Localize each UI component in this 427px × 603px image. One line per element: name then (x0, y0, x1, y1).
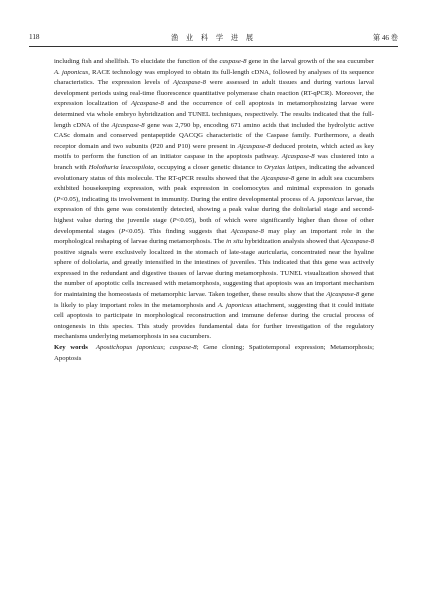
italic-term: Oryzias latipes (264, 163, 306, 171)
volume-label: 第 46 卷 (372, 34, 398, 42)
keyword-text: Apoptosis (54, 354, 82, 362)
abstract-text: attachment, suggesting that it could initiate cell apoptosis to participate in morphological reconstruction and immune defense during the crucial process of ontogenesis in this species. This study provides fundamental data for further investigation of the regulatory mechanisms underlying metamorphosis in sea cucumbers. (54, 301, 374, 341)
italic-term: Ajcaspase-8 (341, 238, 374, 246)
abstract-text: <0.05), indicating its involvement in immunity. During the entire developmental process of (60, 195, 311, 203)
abstract-text: gene was 2,790 bp, encoding 671 amino acids that included the hydrolytic active CASc domain and conserved pentapeptide QACQG characteristic of the Caspase family. Furthermore, a death receptor domain and two subunits (P20 and P10) were present in (54, 121, 374, 150)
italic-term: in situ (226, 238, 243, 246)
italic-term: P (121, 227, 126, 235)
abstract-text: deduced protein, which acted as key motifs to perform the function of an initiator caspase in the apoptosis pathway. (54, 142, 374, 161)
italic-term: Ajcaspase-8 (173, 79, 207, 87)
keyword-text: Gene cloning (203, 344, 243, 352)
abstract-text: gene in adult sea cucumbers exhibited housekeeping expression, with peak expression in coelomocytes and minimal expression in gonads ( (54, 174, 374, 203)
italic-term: A. japonicus (310, 195, 344, 203)
keywords-list (54, 344, 374, 362)
page-number: 118 (29, 33, 40, 41)
italic-term: Ajcaspase-8 (261, 174, 295, 182)
journal-title: 渔 业 科 学 进 展 (170, 34, 257, 42)
keywords-label: Key words (54, 344, 88, 352)
keyword-item (96, 344, 163, 351)
italic-term: Ajcaspase-8 (130, 100, 164, 108)
italic-term: caspase-8 (219, 58, 247, 65)
keywords-line (54, 343, 374, 364)
header-rule (29, 46, 398, 47)
abstract-text: , occupying a closer genetic distance to (153, 163, 265, 171)
italic-term: Ajcaspase-8 (326, 291, 360, 299)
italic-term: P (56, 195, 61, 203)
italic-term: A. japonicus (54, 68, 89, 76)
abstract-text: including fish and shellfish. To elucidate the function of the (54, 58, 220, 65)
abstract-text: <0.05). This finding suggests that (125, 227, 231, 235)
keyword-item (163, 344, 197, 351)
keyword-text: Apostichopus japonicus (95, 344, 164, 352)
abstract-text: hybridization analysis showed that (242, 238, 341, 246)
italic-term: Ajcaspase-8 (111, 121, 145, 129)
abstract-text: may play an important role in the morphological reshaping of larvae during metamorphosis. The (54, 227, 374, 246)
keyword-text: caspase-8 (169, 344, 197, 352)
abstract-text: and the occurrence of cell apoptosis in metamorphosizing larvae were determined via whole embryo hybridization and TUNEL techniques, respectively. The results indicated that the full-length cDNA of the (54, 100, 374, 129)
italic-term: A. japonicus (217, 301, 253, 309)
italic-term: P (172, 216, 177, 224)
abstract-paragraph (54, 57, 374, 343)
keyword-text: Spatiotemporal expression (248, 344, 324, 352)
abstract-text: , indicating the advanced evolutionary status of this molecule. The RT-qPCR results showed that the (54, 163, 374, 182)
abstract-body (54, 57, 374, 364)
running-header (29, 33, 398, 47)
abstract-text: <0.05), both of which were significantly higher than those of other developmental stages ( (54, 216, 374, 235)
keyword-text: Metamorphosis (330, 344, 373, 352)
abstract-text: larvae, the expression of this gene was consistently detected, showing a peak value during the doliolarial stage and second-highest value during the juvenile stage ( (54, 195, 375, 224)
abstract-text: were assessed in adult tissues and during various larval development periods using real-time fluorescence quantitative polymerase chain reaction (RT-qPCR). Moreover, the expression localization of (54, 79, 374, 108)
italic-term: Ajcaspase-8 (237, 142, 271, 150)
keyword-item (197, 344, 243, 351)
abstract-text: positive signals were exclusively localized in the stomach of late-stage auricularia, concentrated near the hyaline sphere of doliolaria, and greatly intensified in the intestines of juveniles. This indicated that this gene was actively expressed in the redundant and digestive tissues of larvae during metamorphosis. TUNEL visualization showed that the number of apoptotic cells increased with metamorphosis, suggesting that apoptosis was an important mechanism for maintaining the homeostasis of metamorphic larvae. Taken together, these results show that the (54, 248, 374, 299)
abstract-text: gene in the larval growth of the sea cucumber (246, 58, 374, 65)
abstract-text: was clustered into a branch with (54, 153, 375, 171)
abstract-text: gene is likely to play important roles in the metamorphosis and (54, 291, 374, 309)
italic-term: Ajcaspase-8 (230, 227, 264, 235)
italic-term: Ajcaspase-8 (281, 153, 315, 161)
keyword-item (324, 344, 373, 351)
keyword-item (242, 344, 323, 351)
italic-term: Holothuria leucospilota (88, 163, 154, 171)
abstract-text: , RACE technology was employed to obtain its full-length cDNA, followed by analyses of its sequence characteristics. The expression levels of (54, 68, 374, 87)
